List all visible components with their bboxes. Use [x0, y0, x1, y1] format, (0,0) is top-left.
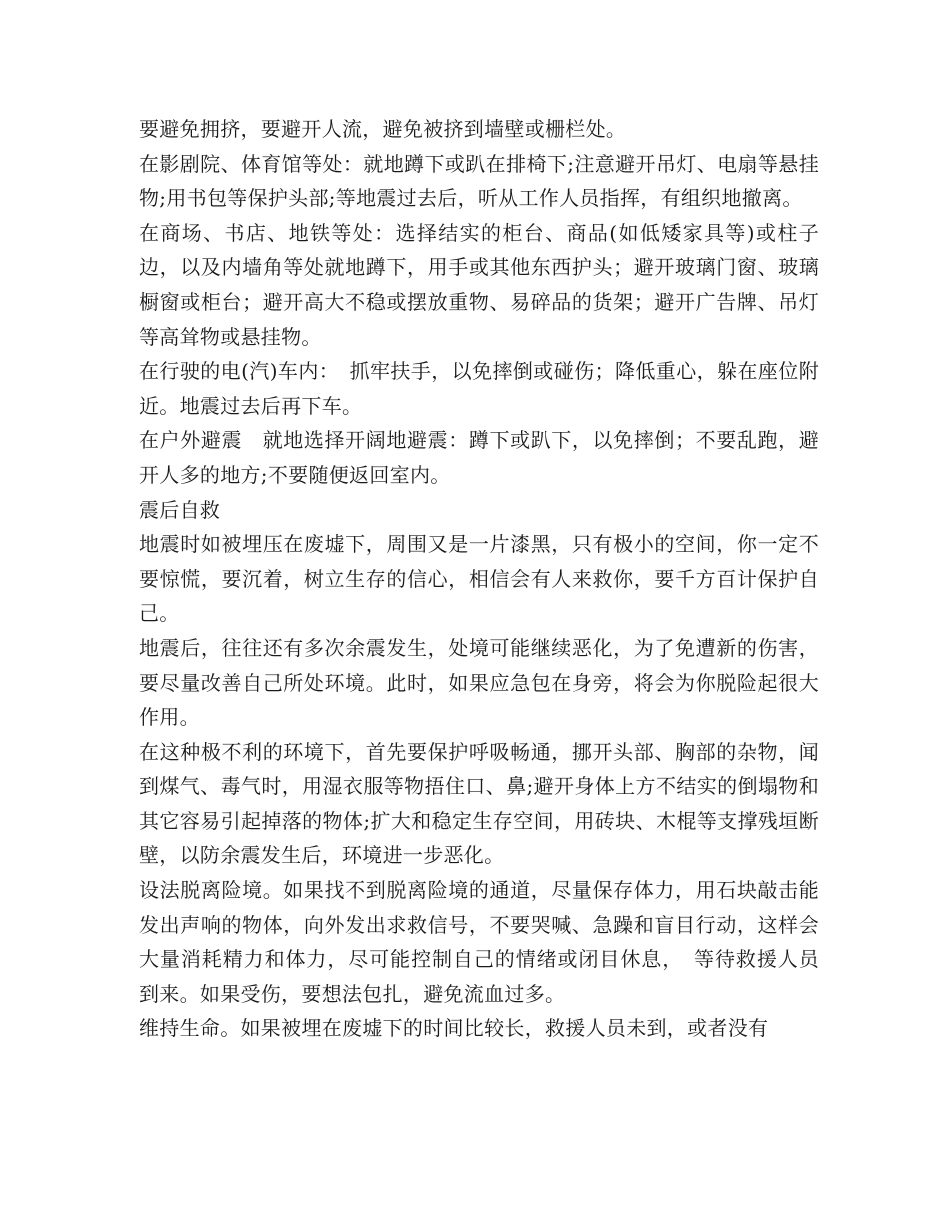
paragraph-keep-breathing: 在这种极不利的环境下，首先要保护呼吸畅通，挪开头部、胸部的杂物，闻到煤气、毒气时，用湿衣服等物捂住口、鼻;避开身体上方不结实的倒塌物和其它容易引起掉落的物体;扩大和稳定生存空间，用砖块、木棍等支撑残垣断壁，以防余震发生后，环境进一步恶化。	[139, 739, 819, 868]
paragraph-moving-vehicle: 在行驶的电(汽)车内： 抓牢扶手，以免摔倒或碰伤；降低重心，躲在座位附近。地震过去后再下车。	[139, 359, 819, 418]
section-heading-self-rescue: 震后自救	[139, 497, 221, 522]
paragraph-theater-stadium: 在影剧院、体育馆等处：就地蹲下或趴在排椅下;注意避开吊灯、电扇等悬挂物;用书包等保护头部;等地震过去后，听从工作人员指挥，有组织地撤离。	[139, 151, 819, 211]
paragraph-mall-bookstore-subway: 在商场、书店、地铁等处：选择结实的柜台、商品(如低矮家具等)或柱子边，以及内墙角等处就地蹲下，用手或其他东西护头；避开玻璃门窗、玻璃橱窗或柜台；避开高大不稳或摆放重物、易碎品的货架；避开广告牌、吊灯等高耸物或悬挂物。	[139, 220, 819, 349]
paragraph-outdoor-shelter: 在户外避震 就地选择开阔地避震：蹲下或趴下，以免摔倒；不要乱跑，避开人多的地方;不要随便返回室内。	[139, 428, 819, 487]
paragraph-buried-stay-calm: 地震时如被埋压在废墟下，周围又是一片漆黑，只有极小的空间，你一定不要惊慌，要沉着，树立生存的信心，相信会有人来救你，要千方百计保护自己。	[139, 532, 819, 626]
paragraph-escape-danger: 设法脱离险境。如果找不到脱离险境的通道，尽量保存体力，用石块敲击能发出声响的物体，向外发出求救信号，不要哭喊、急躁和盲目行动，这样会大量消耗精力和体力，尽可能控制自己的情绪或闭目休息， 等待救援人员到来。如果受伤，要想法包扎，避免流血过多。	[139, 878, 819, 1006]
paragraph-avoid-crowding: 要避免拥挤，要避开人流，避免被挤到墙壁或栅栏处。	[139, 117, 627, 141]
paragraph-sustain-life: 维持生命。如果被埋在废墟下的时间比较长，救援人员未到，或者没有	[139, 1016, 769, 1041]
paragraph-aftershocks: 地震后，往往还有多次余震发生，处境可能继续恶化，为了免遭新的伤害，要尽量改善自己所处环境。此时，如果应急包在身旁，将会为你脱险起很大作用。	[139, 635, 819, 730]
document-body	[139, 112, 819, 1046]
